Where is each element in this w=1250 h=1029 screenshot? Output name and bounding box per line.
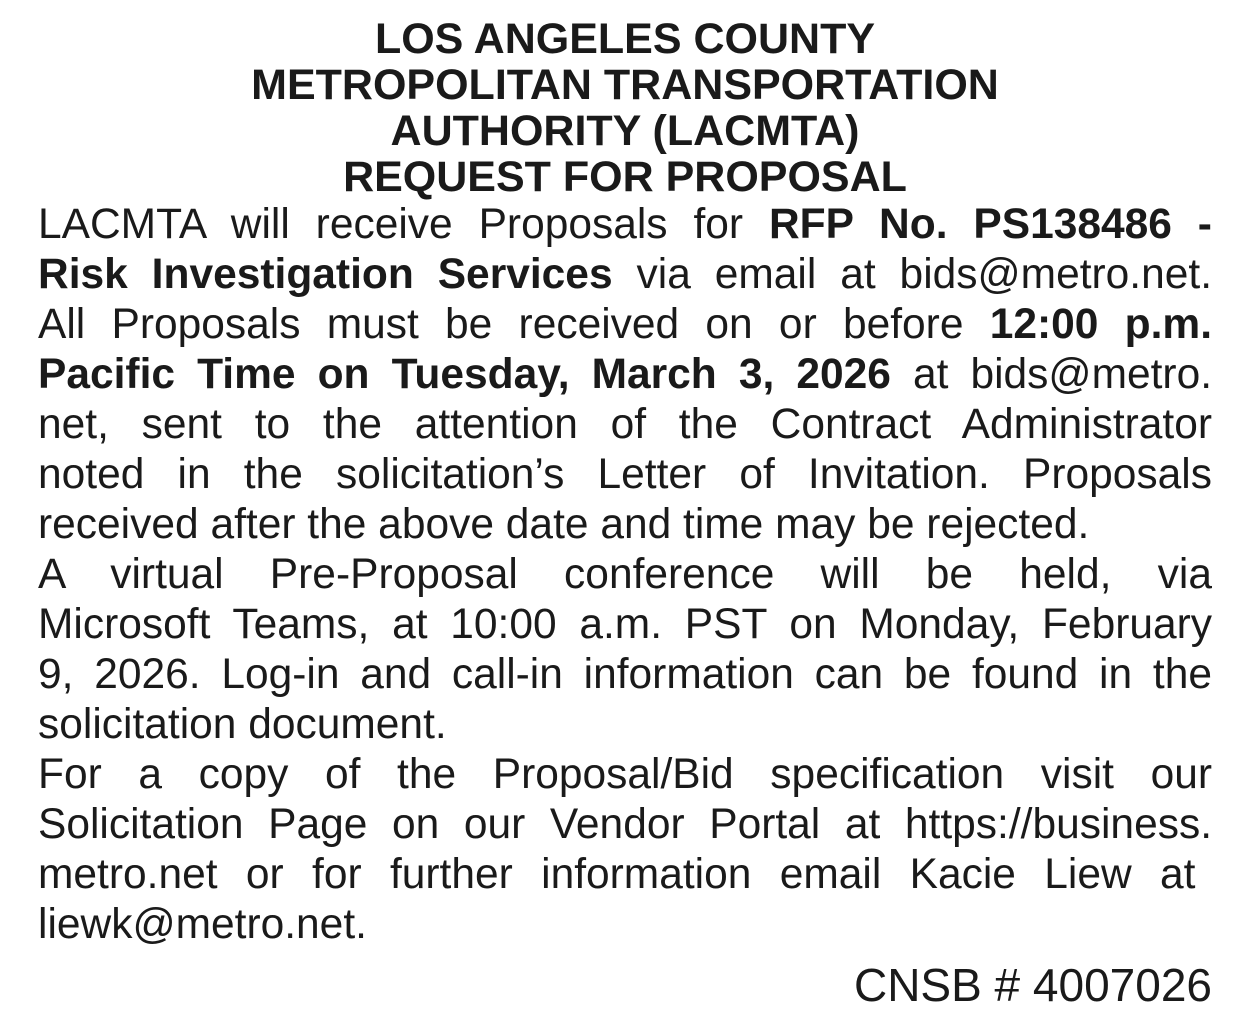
notice-heading (38, 16, 1212, 200)
paragraph-line (38, 300, 1212, 350)
paragraph-text: LACMTA will receive Proposals for (38, 201, 769, 248)
deadline-date: Pacific Time on Tuesday, March 3, 2026 (38, 351, 891, 398)
paragraph-line: net, sent to the attention of the Contract Administrator (38, 401, 1213, 448)
pre-proposal-paragraph (38, 550, 1212, 750)
paragraph-text: via email at bids@metro.net. (612, 251, 1212, 298)
heading-line: LOS ANGELES COUNTY (374, 15, 876, 63)
paragraph-line: metro.net or for further information email Kacie Liew at (38, 851, 1196, 898)
heading-line: METROPOLITAN TRANSPORTATION (251, 61, 999, 109)
rfp-title: Risk Investigation Services (38, 251, 613, 298)
paragraph-line: noted in the solicitation’s Letter of Invitation. Proposals (38, 451, 1212, 498)
paragraph-text: All Proposals must be received on or before (38, 301, 990, 348)
paragraph-line: For a copy of the Proposal/Bid specification visit our (38, 751, 1213, 798)
rfp-number: RFP No. PS138486 - (768, 201, 1212, 248)
heading-line: REQUEST FOR PROPOSAL (343, 153, 907, 201)
paragraph-line: solicitation document. (38, 701, 447, 748)
paragraph-line (38, 250, 1212, 300)
paragraph-line: Microsoft Teams, at 10:00 a.m. PST on Monday, February (38, 601, 1213, 648)
paragraph-line: received after the above date and time may be rejected. (38, 501, 1090, 548)
specification-paragraph (38, 750, 1212, 950)
deadline-time: 12:00 p.m. (989, 301, 1213, 348)
paragraph-line (38, 200, 1212, 250)
paragraph-text: at bids@metro. (890, 351, 1213, 398)
proposal-submission-paragraph (38, 200, 1212, 550)
paragraph-line: A virtual Pre-Proposal conference will be held, via (38, 551, 1212, 598)
paragraph-line (38, 350, 1212, 400)
notice-code: CNSB # 4007026 (853, 959, 1212, 1011)
paragraph-line: liewk@metro.net. (38, 901, 367, 948)
paragraph-line: 9, 2026. Log-in and call-in information can be found in the (38, 651, 1212, 698)
legal-notice (38, 16, 1212, 950)
paragraph-line: Solicitation Page on our Vendor Portal at https://business. (38, 801, 1213, 848)
heading-line: AUTHORITY (LACMTA) (390, 107, 860, 155)
